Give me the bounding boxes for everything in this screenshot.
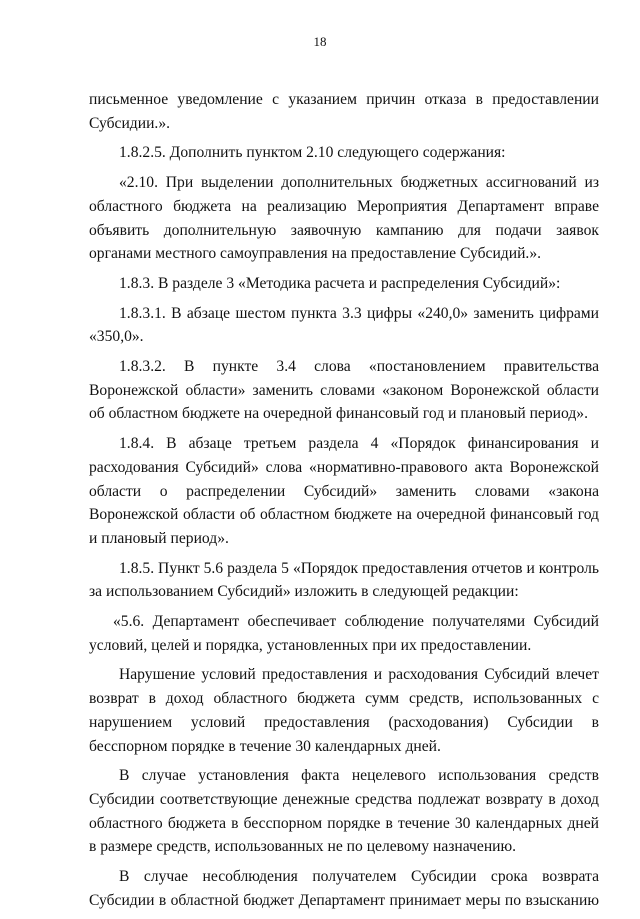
paragraph-1-8-4: 1.8.4. В абзаце третьем раздела 4 «Порядок финансирования и расходования Субсидий» слова «нормативно-правового акта Воронежской области о распределении Субсидий» заменить словами «закона Воронежской области об областном бюджете на очередной финансовый год и плановый период». — [89, 435, 599, 547]
page-number: 18 — [313, 34, 327, 49]
paragraph-1-8-3-2: 1.8.3.2. В пункте 3.4 слова «постановлением правительства Воронежской области» заменить словами «законом Воронежской области об областном бюджете на очередной финансовый год и плановый период». — [89, 358, 599, 423]
paragraph-refusal-notice: письменное уведомление с указанием причин отказа в предоставлении Субсидии.». — [89, 91, 599, 132]
document-body — [89, 88, 599, 919]
paragraph-non-return: В случае несоблюдения получателем Субсидии срока возврата Субсидии в областной бюджет Департамент принимает меры по взысканию — [89, 868, 599, 909]
paragraph-1-8-3: 1.8.3. В разделе 3 «Методика расчета и распределения Субсидий»: — [119, 274, 561, 292]
paragraph-1-8-3-1: 1.8.3.1. В абзаце шестом пункта 3.3 цифры «240,0» заменить цифрами «350,0». — [89, 304, 599, 346]
paragraph-1-8-2-5: 1.8.2.5. Дополнить пунктом 2.10 следующего содержания: — [119, 144, 506, 162]
paragraph-violation: Нарушение условий предоставления и расходования Субсидий влечет возврат в доход областного бюджета сумм средств, использованных с нарушением условий предоставления (расходования) Субсидии в бесспорном порядке в течение 30 календарных дней. — [89, 666, 599, 755]
paragraph-1-8-5: 1.8.5. Пункт 5.6 раздела 5 «Порядок предоставления отчетов и контроль за использованием Субсидий» изложить в следующей редакции: — [89, 559, 599, 601]
paragraph-5-6: «5.6. Департамент обеспечивает соблюдение получателями Субсидий условий, целей и порядка, установленных при их предоставлении. — [89, 613, 599, 654]
paragraph-2-10: «2.10. При выделении дополнительных бюджетных ассигнований из областного бюджета на реализацию Мероприятия Департамент вправе объявить дополнительную заявочную кампанию для подачи заявок органами местного самоуправления на предоставление Субсидий.». — [89, 174, 599, 263]
paragraph-misuse: В случае установления факта нецелевого использования средств Субсидии соответствующие денежные средства подлежат возврату в доход областного бюджета в бесспорном порядке в течение 30 календарных дней в размере средств, использованных не по целевому назначению. — [89, 767, 599, 856]
